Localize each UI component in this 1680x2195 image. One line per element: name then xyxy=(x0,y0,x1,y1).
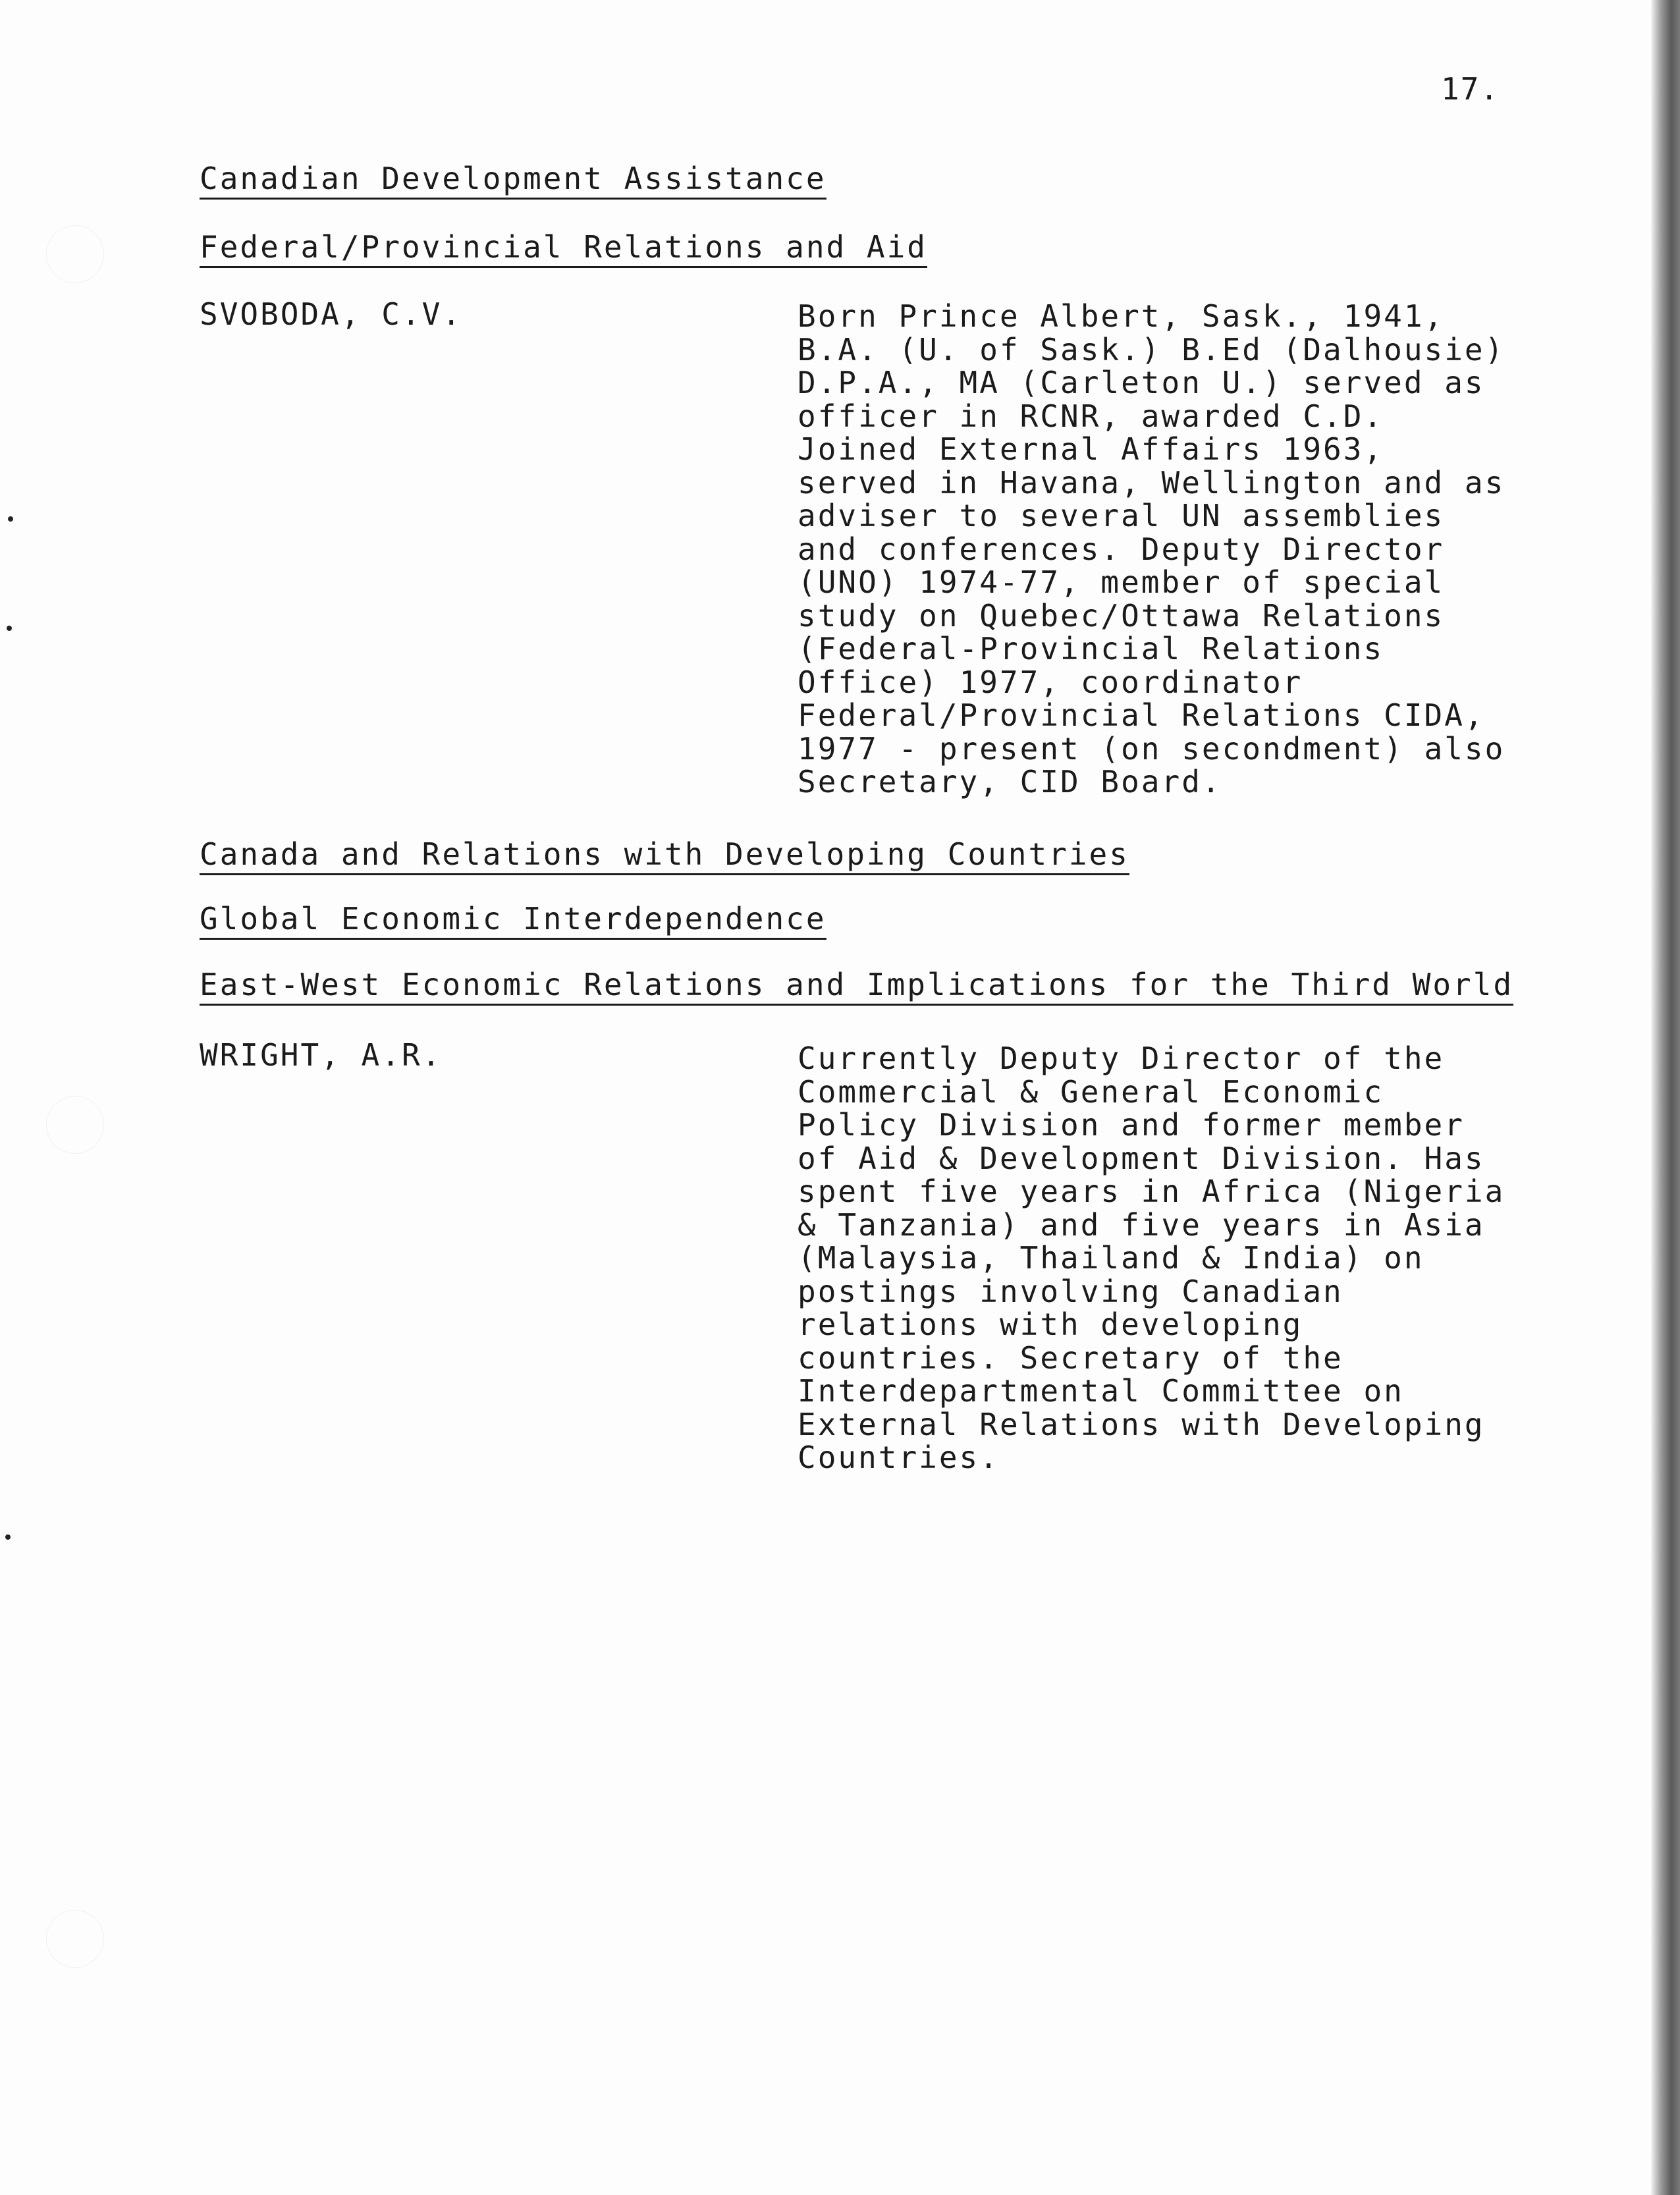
punch-hole-mark xyxy=(46,225,104,283)
scan-speck xyxy=(7,626,12,631)
scan-edge-shadow xyxy=(1651,0,1680,2195)
section-subheading: Federal/Provincial Relations and Aid xyxy=(200,229,927,268)
section-subheading: East-West Economic Relations and Implications for the Third World xyxy=(200,967,1513,1006)
section-heading: Canada and Relations with Developing Countries xyxy=(200,836,1129,875)
scan-speck xyxy=(8,516,13,522)
person-bio: Currently Deputy Director of the Commercial & General Economic Policy Division and former member of Aid & Development Division. Has spent five years in Africa (Nigeria & Tanzania) and five years in Asia (Malaysia, Thailand & India) on postings involving Canadian relations with developing countries. Secretary of the Interdepartmental Committee on External Relations with Developing Countries. xyxy=(798,1041,1505,1475)
punch-hole-mark xyxy=(46,1910,104,1968)
section-subheading: Global Economic Interdependence xyxy=(200,901,826,940)
section-heading: Canadian Development Assistance xyxy=(200,161,826,200)
person-name: SVOBODA, C.V. xyxy=(200,296,463,332)
page-number: 17. xyxy=(1441,71,1500,107)
person-bio: Born Prince Albert, Sask., 1941, B.A. (U. of Sask.) B.Ed (Dalhousie) D.P.A., MA (Carleton U.) served as officer in RCNR, awarded C.D. Joined External Affairs 1963, served in Havana, Wellington and as adviser to several UN assemblies and conferences. Deputy Director (UNO) 1974-77, member of special study on Quebec/Ottawa Relations (Federal-Provincial Relations Office) 1977, coordinator Federal/Provincial Relations CIDA, 1977 - present (on secondment) also Secretary, CID Board. xyxy=(798,298,1505,799)
punch-hole-mark xyxy=(46,1096,104,1154)
person-name: WRIGHT, A.R. xyxy=(200,1037,443,1073)
scan-speck xyxy=(5,1534,11,1540)
